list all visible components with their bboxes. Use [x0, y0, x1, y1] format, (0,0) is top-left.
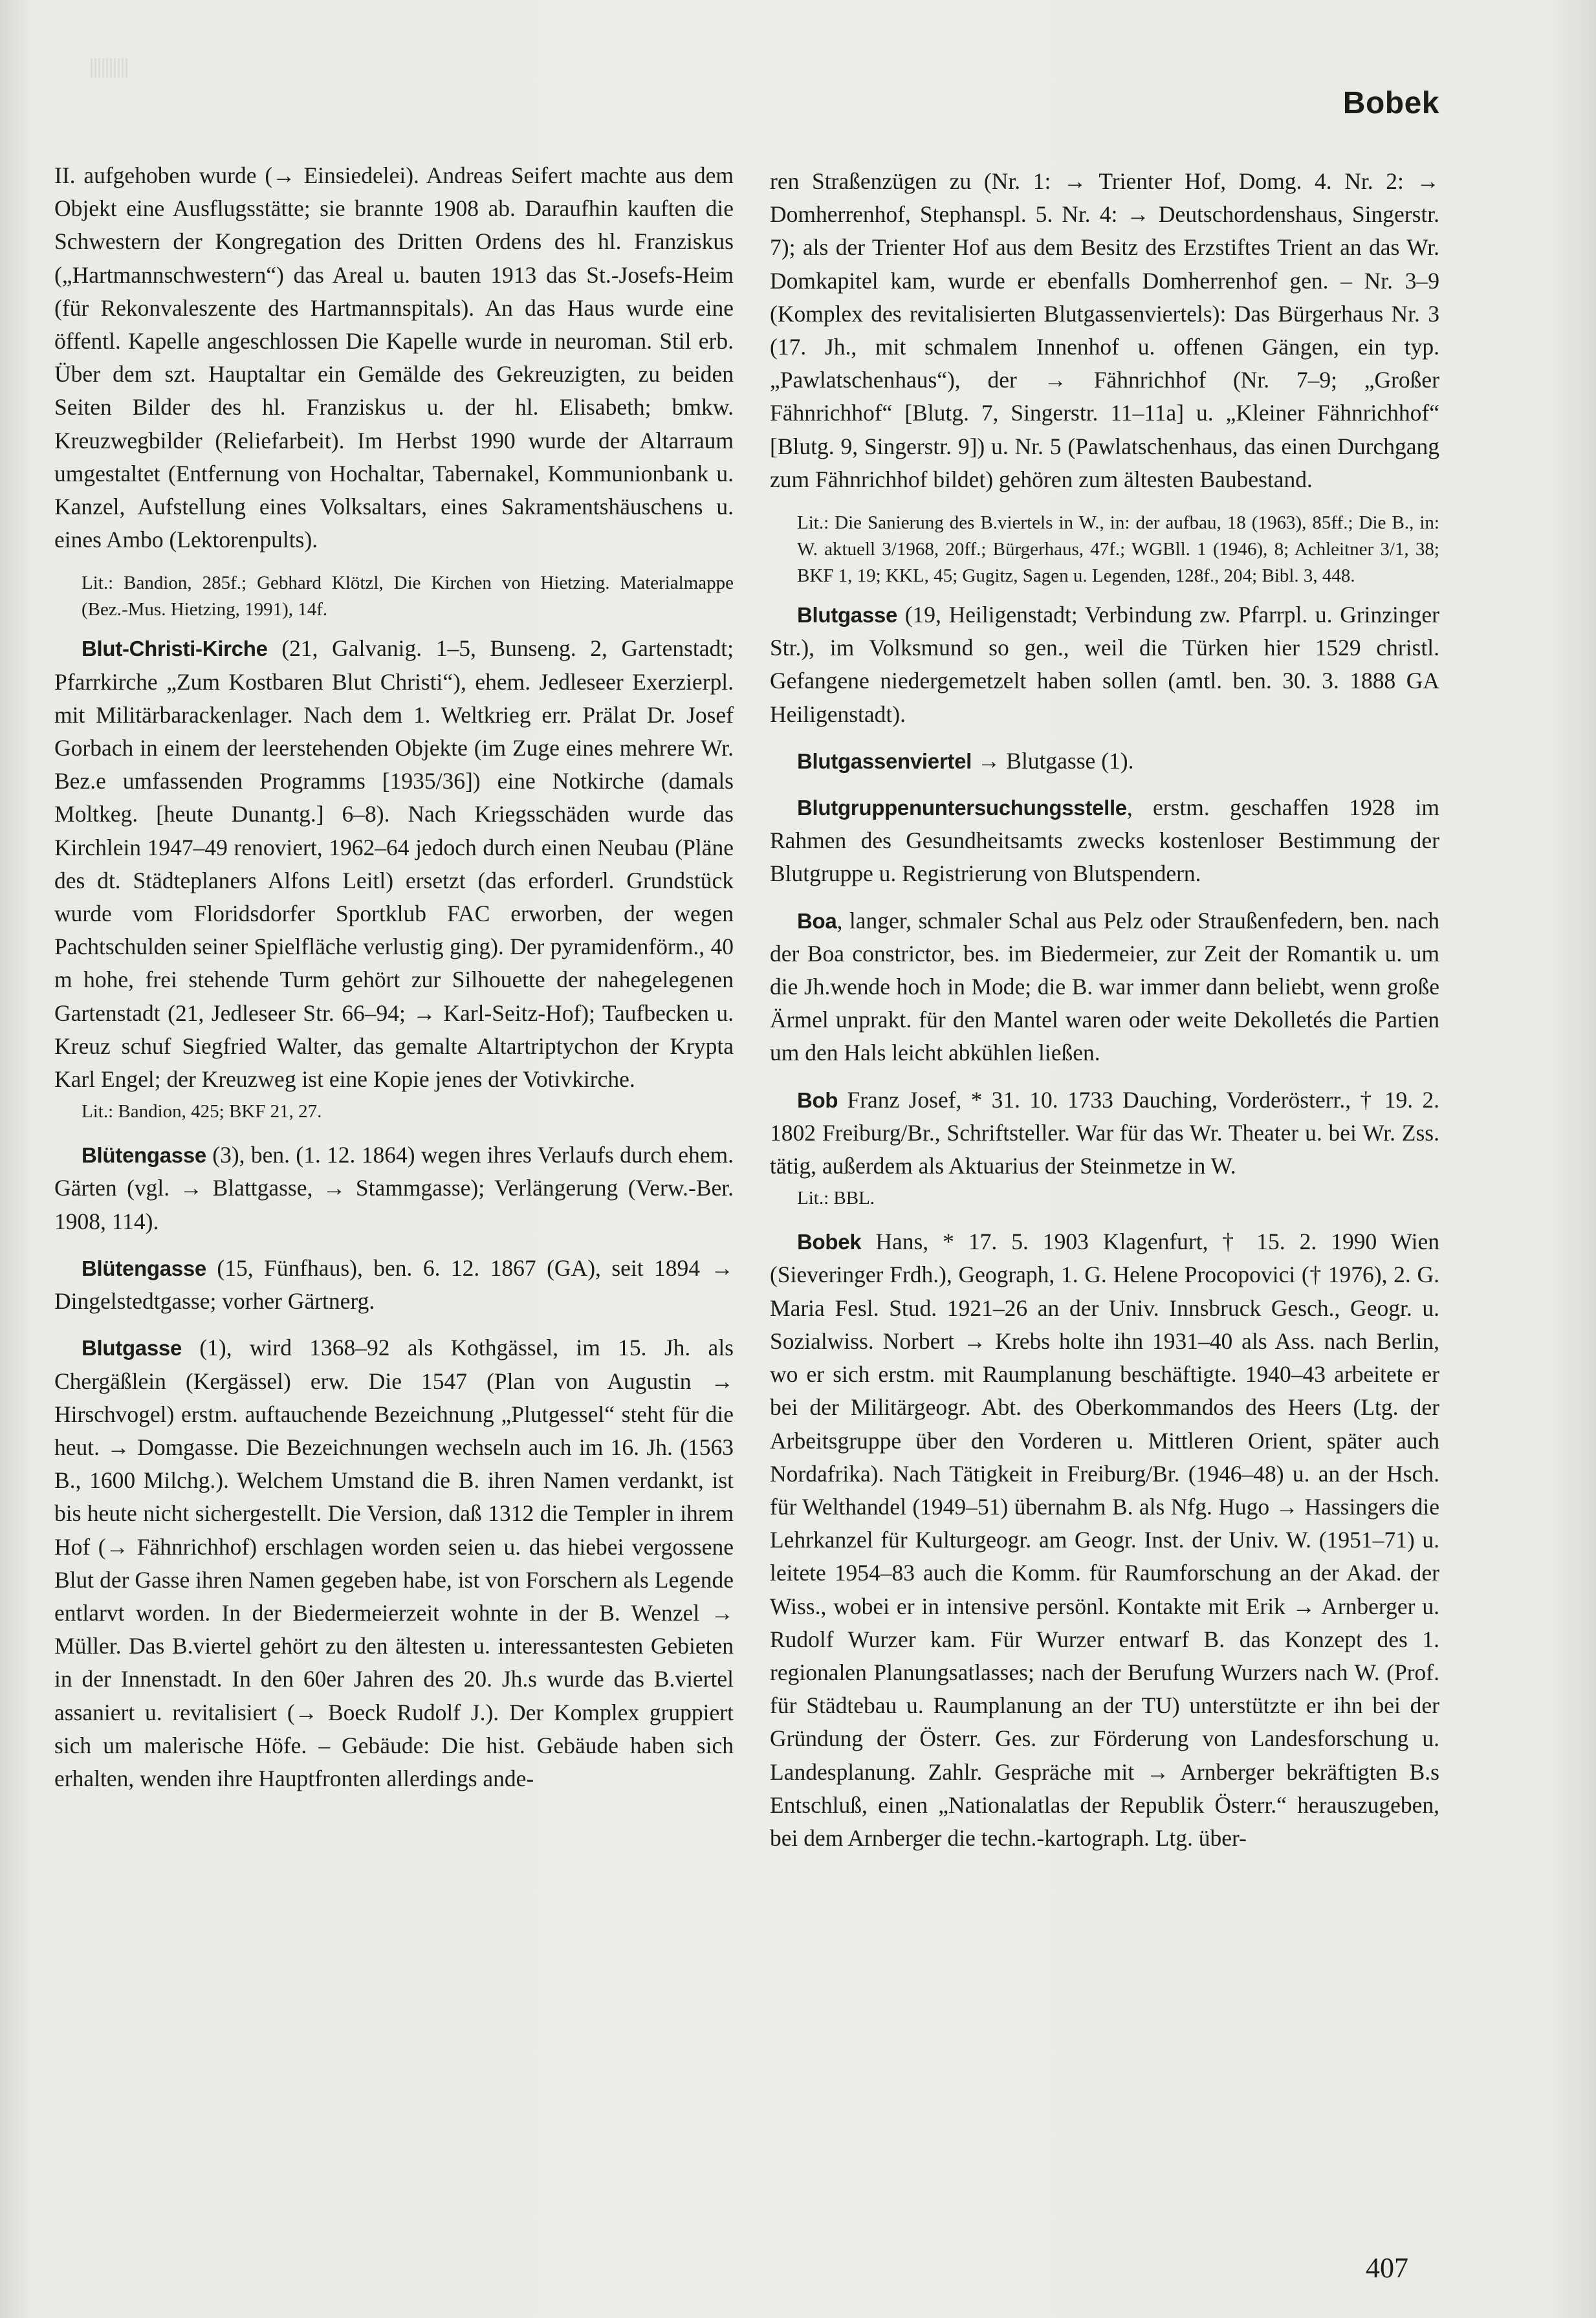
entry-text: II. aufgehoben wurde (→ Einsiedelei). Andreas Seifert machte aus dem Objekt eine Ausflugsstätte; sie brannte 1908 ab. Daraufhin kauften die Schwestern der Kongregation des Dritten Ordens des hl. Franziskus („Hartmannschwestern“) das Areal u. bauten 1913 das St.-Josefs-Heim (für Rekonvaleszente des Hartmannspitals). An das Haus wurde eine öffentl. Kapelle angeschlossen Die Kapelle wurde in neuroman. Stil erb. Über dem szt. Hauptaltar ein Gemälde des Gekreuzigten, zu beiden Seiten Bilder des hl. Franziskus u. der hl. Elisabeth; bmkw. Kreuzwegbilder (Reliefarbeit). Im Herbst 1990 wurde der Altarraum umgestaltet (Entfernung von Hochaltar, Tabernakel, Kommunionbank u. Kanzel, Aufstellung eines Volksaltars, eines Sakramentshäuschens u. eines Ambo (Lektorenpults). [54, 162, 734, 553]
entry-headword: Blutgruppenuntersuchungsstelle [797, 796, 1127, 820]
literature-note: Lit.: BBL. [797, 1188, 875, 1209]
entry-text: → Blutgasse (1). [972, 747, 1134, 774]
entry-body [770, 904, 1439, 1070]
right-column [770, 165, 1439, 1868]
entry-text: Franz Josef, * 31. 10. 1733 Dauching, Vorderösterr., † 19. 2. 1802 Freiburg/Br., Schriftsteller. War für das Wr. Theater u. bei Wr. Zss. tätig, außerdem als Aktuarius der Steinmetze in W. [770, 1086, 1439, 1179]
entry-headword: Boa [797, 908, 837, 933]
dictionary-entry [770, 745, 1439, 778]
dictionary-entry [770, 1225, 1439, 1855]
literature-note: Lit.: Bandion, 425; BKF 21, 27. [82, 1101, 322, 1122]
entry-headword: Bob [797, 1088, 838, 1112]
entry-headword: Blutgassenviertel [797, 749, 972, 773]
dictionary-entry [770, 904, 1439, 1070]
entry-headword: Blut-Christi-Kirche [82, 637, 268, 661]
entry-continuation [770, 165, 1439, 496]
entry-text: (3), ben. (1. 12. 1864) wegen ihres Verlaufs durch ehem. Gärten (vgl. → Blattgasse, → Stammgasse); Verlängerung (Verw.-Ber. 1908, 114). [54, 1142, 734, 1234]
entry-headword: Bobek [797, 1230, 862, 1254]
left-column [54, 159, 734, 1809]
entry-body [770, 1225, 1439, 1855]
literature-note: Lit.: Bandion, 285f.; Gebhard Klötzl, Die Kirchen von Hietzing. Materialmappe (Bez.-Mus. Hietzing, 1991), 14f. [82, 573, 734, 620]
entry-text: (19, Heiligenstadt; Verbindung zw. Pfarrpl. u. Grinzinger Str.), im Volksmund so gen., weil die Türken hier 1529 christl. Gefangene niedergemetzelt haben sollen (amtl. ben. 30. 3. 1888 GA Heiligenstadt). [770, 602, 1439, 727]
dictionary-entry [54, 632, 734, 1125]
entry-list [770, 598, 1439, 1855]
entry-body [770, 745, 1439, 778]
entry-continuation [54, 159, 734, 556]
entry-body [54, 1252, 734, 1318]
dictionary-entry [770, 791, 1439, 891]
running-head: Bobek [1342, 86, 1439, 120]
entry-body [54, 1139, 734, 1238]
page-number: 407 [1366, 2252, 1408, 2284]
dictionary-entry [770, 1084, 1439, 1212]
entry-text: (15, Fünfhaus), ben. 6. 12. 1867 (GA), seit 1894 → Dingelstedtgasse; vorher Gärtnerg. [54, 1254, 734, 1315]
dictionary-entry [770, 598, 1439, 731]
entry-body [54, 1331, 734, 1795]
scan-artifact [91, 58, 129, 78]
entry-text: (21, Galvanig. 1–5, Bunseng. 2, Gartenstadt; Pfarrkirche „Zum Kostbaren Blut Christi“), ehem. Jedleseer Exerzierpl. mit Militärbarackenlager. Nach dem 1. Weltkrieg err. Prälat Dr. Josef Gorbach in einem der leerstehenden Objekte (im Zuge eines mehrere Wr. Bez.e umfassenden Programms [1935/36]) eine Notkirche (damals Moltkeg. [heute Dunantg.] 6–8). Nach Kriegsschäden wurde das Kirchlein 1947–49 renoviert, 1962–64 jedoch durch einen Neubau (Pläne des dt. Städteplaners Alfons Leitl) ersetzt (das erforderl. Grundstück wurde vom Floridsdorfer Sportklub FAC erworben, der wegen Pachtschulden seiner Spielfläche verlustig ging). Der pyramidenförm., 40 m hohe, frei stehende Turm gehört zur Silhouette der nahegelegenen Gartenstadt (21, Jedleseer Str. 66–94; → Karl-Seitz-Hof); Taufbecken u. Kreuz schuf Siegfried Walter, das gemalte Altartriptychon der Krypta Karl Engel; der Kreuzweg ist eine Kopie jenes der Votivkirche. [54, 635, 734, 1093]
entry-text: ren Straßenzügen zu (Nr. 1: → Trienter Hof, Domg. 4. Nr. 2: → Domherrenhof, Stephanspl. 5. Nr. 4: → Deutschordenshaus, Singerstr. 7); als der Trienter Hof aus dem Besitz des Erzstiftes Trient an das Wr. Domkapitel kam, wurde er ebenfalls Domherrenhof gen. – Nr. 3–9 (Komplex des revitalisierten Blutgassenviertels): Das Bürgerhaus Nr. 3 (17. Jh., mit schmalem Innenhof u. offenen Gängen, ein typ. „Pawlatschenhaus“), der → Fähnrichhof (Nr. 7–9; „Großer Fähnrichhof“ [Blutg. 7, Singerstr. 11–11a] u. „Kleiner Fähnrichhof“ [Blutg. 9, Singerstr. 9]) u. Nr. 5 (Pawlatschenhaus, das einen Durchgang zum Fähnrichhof bildet) gehören zum ältesten Baubestand. [770, 168, 1439, 492]
entry-body [770, 791, 1439, 891]
entry-headword: Blutgasse [797, 603, 898, 628]
dictionary-entry [54, 1252, 734, 1318]
entry-text: , langer, schmaler Schal aus Pelz oder Straußenfedern, ben. nach der Boa constrictor, bes. im Biedermeier, zur Zeit der Romantik u. um die Jh.wende hoch in Mode; die B. war immer dann beliebt, wenn große Ärmel unprakt. für den Mantel waren oder weite Dekolletés die Partien um den Hals leicht abkühlen ließen. [770, 907, 1439, 1066]
entry-headword: Blütengasse [82, 1143, 206, 1168]
dictionary-entry [54, 1331, 734, 1795]
entry-body [770, 1084, 1439, 1183]
literature-note: Lit.: Die Sanierung des B.viertels in W., in: der aufbau, 18 (1963), 85ff.; Die B., in: W. aktuell 3/1968, 20ff.; Bürgerhaus, 47f.; WGBll. 1 (1946), 8; Achleitner 3/1, 38; BKF 1, 19; KKL, 45; Gugitz, Sagen u. Legenden, 128f., 204; Bibl. 3, 448. [797, 512, 1439, 587]
entry-headword: Blütengasse [82, 1256, 206, 1280]
entry-list [54, 632, 734, 1795]
entry-text: (1), wird 1368–92 als Kothgässel, im 15. Jh. als Chergäßlein (Kergässel) erw. Die 1547 (Plan von Augustin → Hirschvogel) erstm. auftauchende Bezeichnung „Plutgessel“ steht für die heut. → Domgasse. Die Bezeichnungen wechseln auch im 16. Jh. (1563 B., 1600 Milchg.). Welchem Umstand die B. ihren Namen verdankt, ist bis heute nicht sichergestellt. Die Version, daß 1312 die Templer in ihrem Hof (→ Fähnrichhof) erschlagen worden seien u. das hiebei vergossene Blut der Gasse ihren Namen gegeben habe, ist von Forschern als Legende entlarvt worden. In der Biedermeierzeit wohnte in der B. Wenzel → Müller. Das B.viertel gehört zu den ältesten u. interessantesten Gebieten in der Innenstadt. In den 60er Jahren des 20. Jh.s wurde das B.viertel assaniert u. revitalisiert (→ Boeck Rudolf J.). Der Komplex gruppiert sich um malerische Höfe. – Gebäude: Die hist. Gebäude haben sich erhalten, wenden ihre Hauptfronten allerdings ande- [54, 1335, 734, 1791]
entry-body [54, 632, 734, 1096]
dictionary-entry [54, 1139, 734, 1238]
entry-headword: Blutgasse [82, 1336, 182, 1361]
entry-text: Hans, * 17. 5. 1903 Klagenfurt, † 15. 2. 1990 Wien (Sieveringer Frdh.), Geograph, 1. G. Helene Procopovici († 1976), 2. G. Maria Fesl. Stud. 1921–26 an der Univ. Innsbruck Gesch., Geogr. u. Sozialwiss. Norbert → Krebs holte ihn 1931–40 als Ass. nach Berlin, wo er sich erstm. mit Raumplanung beschäftigte. 1940–43 arbeitete er bei der Militärgeogr. Abt. des Oberkommandos des Heers (Ltg. der Arbeitsgruppe über den Vorderen u. Mittleren Orient, später auch Nordafrika). Nach Tätigkeit in Freiburg/Br. (1946–48) u. an der Hsch. für Welthandel (1949–51) übernahm B. als Nfg. Hugo → Hassingers die Lehrkanzel für Kulturgeogr. am Geogr. Inst. der Univ. W. (1951–71) u. leitete 1954–83 auch die Komm. für Raumforschung an der Akad. der Wiss., wobei er in intensive persönl. Kontakte mit Erik → Arnberger u. Rudolf Wurzer kam. Für Wurzer entwarf B. das Konzept des 1. regionalen Planungsatlasses; nach der Berufung Wurzers nach W. (Prof. für Städtebau u. Raumplanung an der TU) unterstützte er ihn bei der Gründung der Österr. Ges. zur Förderung von Landesforschung u. Landesplanung. Zahlr. Gespräche mit → Arnberger bekräftigten B.s Entschluß, einen „Nationalatlas der Republik Österr.“ herauszugeben, bei dem Arnberger die techn.-kartograph. Ltg. über- [770, 1229, 1439, 1851]
entry-text: , erstm. geschaffen 1928 im Rahmen des Gesundheitsamts zwecks kostenloser Bestimmung der Blutgruppe u. Registrierung von Blutspendern. [770, 794, 1439, 887]
entry-body [770, 598, 1439, 731]
